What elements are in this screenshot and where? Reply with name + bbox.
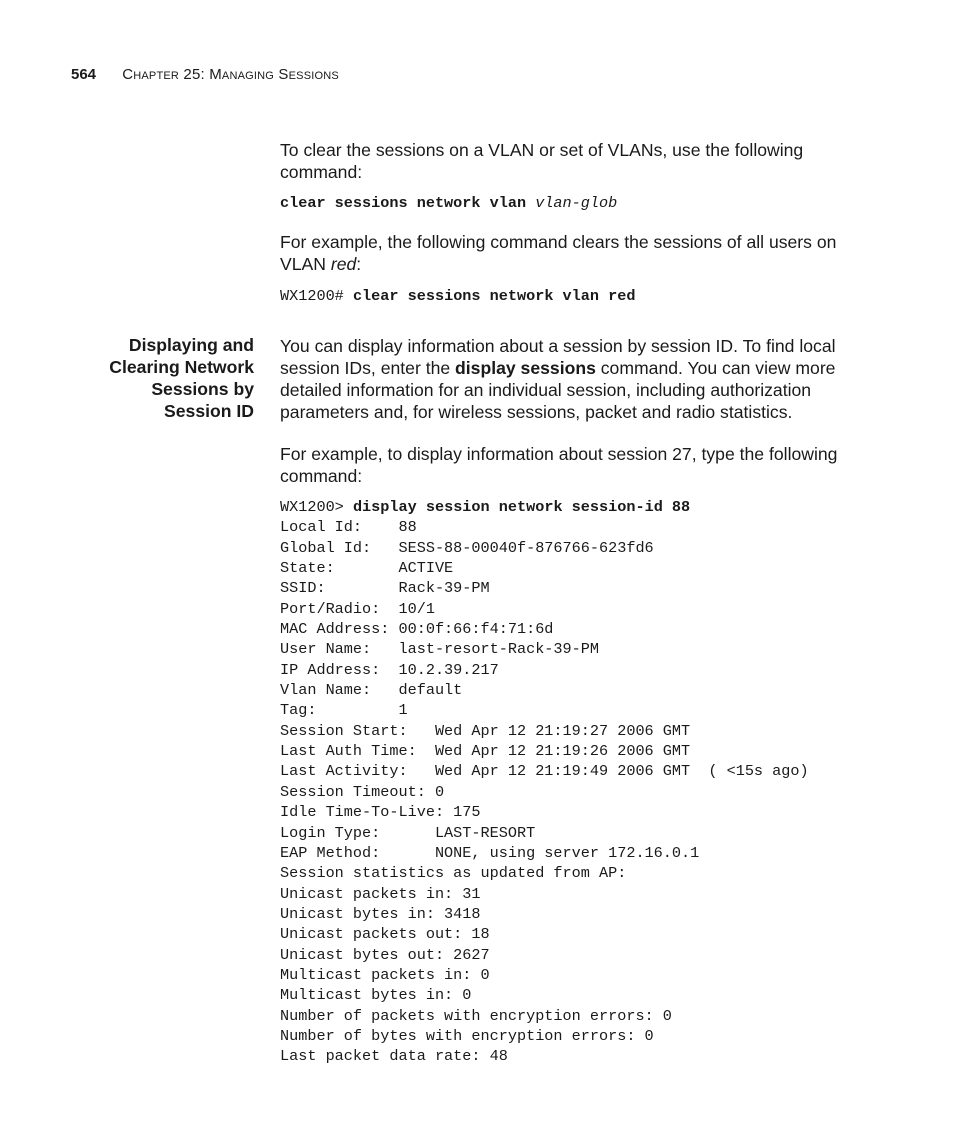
cli-output-line: User Name: last-resort-Rack-39-PM xyxy=(280,640,599,659)
cli-output-line: MAC Address: 00:0f:66:f4:71:6d xyxy=(280,620,554,639)
cli-output-line: IP Address: 10.2.39.217 xyxy=(280,660,499,679)
example-vlan-name: red xyxy=(330,254,357,274)
heading-line: Displaying and xyxy=(128,335,254,355)
cli-output-line: Tag: 1 xyxy=(280,701,408,720)
cli-output-line: Multicast bytes in: 0 xyxy=(280,986,472,1005)
heading-line: Clearing Network xyxy=(109,357,254,377)
session-cli-output xyxy=(280,497,809,1067)
example-text-pre: For example, the following command clears the sessions of all users on VLAN xyxy=(280,232,837,274)
cli-output-line: Login Type: LAST-RESORT xyxy=(280,823,536,842)
cli-output-line: Last packet data rate: 48 xyxy=(280,1047,508,1066)
cli-output-line: Vlan Name: default xyxy=(280,681,463,700)
syntax-command: clear sessions network vlan xyxy=(280,194,527,212)
cli-output-line: Last Auth Time: Wed Apr 12 21:19:26 2006 GMT xyxy=(280,742,691,761)
paragraph-pre: You can display information about a session by session ID. To find local session IDs, enter the xyxy=(280,336,836,378)
cli-command-line xyxy=(280,497,809,517)
clear-vlan-intro: To clear the sessions on a VLAN or set of VLANs, use the following command: xyxy=(280,140,804,182)
example-text-post: : xyxy=(356,254,362,274)
paragraph-post: command. You can view more detailed information for an individual session, including authorization parameters and, for wireless sessions, packet and radio statistics. xyxy=(280,358,836,422)
heading-line: Sessions by xyxy=(151,379,254,399)
cli-output-lines xyxy=(280,517,809,1066)
cli-prompt: WX1200> xyxy=(280,498,344,516)
cli-output-line: Unicast packets out: 18 xyxy=(280,925,490,944)
section-heading xyxy=(54,334,254,422)
cli-output-line: Local Id: 88 xyxy=(280,518,417,537)
cli-output-line: Unicast bytes in: 3418 xyxy=(280,904,481,923)
cli-output-line: Session statistics as updated from AP: xyxy=(280,864,627,883)
cli-prompt: WX1200# xyxy=(280,287,344,305)
display-sessions-command: display sessions xyxy=(455,358,596,378)
cli-output-line: Idle Time-To-Live: 175 xyxy=(280,803,481,822)
cli-output-line: SSID: Rack-39-PM xyxy=(280,579,490,598)
page-number: 564 xyxy=(71,66,97,83)
clear-vlan-syntax xyxy=(280,193,617,213)
cli-output-line: Session Timeout: 0 xyxy=(280,782,445,801)
cli-output-line: Port/Radio: 10/1 xyxy=(280,599,435,618)
display-session-example-text: For example, to display information about session 27, type the following command: xyxy=(280,444,838,486)
syntax-argument: vlan-glob xyxy=(535,194,618,212)
heading-line: Session ID xyxy=(164,401,254,421)
chapter-title: Chapter 25: Managing Sessions xyxy=(122,66,339,83)
cli-output-line: EAP Method: NONE, using server 172.16.0.1 xyxy=(280,843,700,862)
display-session-paragraph xyxy=(280,335,865,423)
clear-vlan-example-text xyxy=(280,231,865,275)
cli-output-line: Last Activity: Wed Apr 12 21:19:49 2006 GMT ( <15s ago) xyxy=(280,762,809,781)
cli-output-line: Number of packets with encryption errors: 0 xyxy=(280,1006,672,1025)
cli-output-line: Session Start: Wed Apr 12 21:19:27 2006 GMT xyxy=(280,721,691,740)
clear-vlan-example-cli xyxy=(280,286,635,306)
cli-output-line: Multicast packets in: 0 xyxy=(280,965,490,984)
cli-output-line: Number of bytes with encryption errors: 0 xyxy=(280,1026,654,1045)
cli-command: clear sessions network vlan red xyxy=(352,287,636,305)
cli-output-line: State: ACTIVE xyxy=(280,559,454,578)
cli-output-line: Unicast packets in: 31 xyxy=(280,884,481,903)
page-header xyxy=(71,66,339,83)
cli-command: display session network session-id 88 xyxy=(352,498,691,516)
cli-output-line: Unicast bytes out: 2627 xyxy=(280,945,490,964)
cli-output-line: Global Id: SESS-88-00040f-876766-623fd6 xyxy=(280,538,654,557)
